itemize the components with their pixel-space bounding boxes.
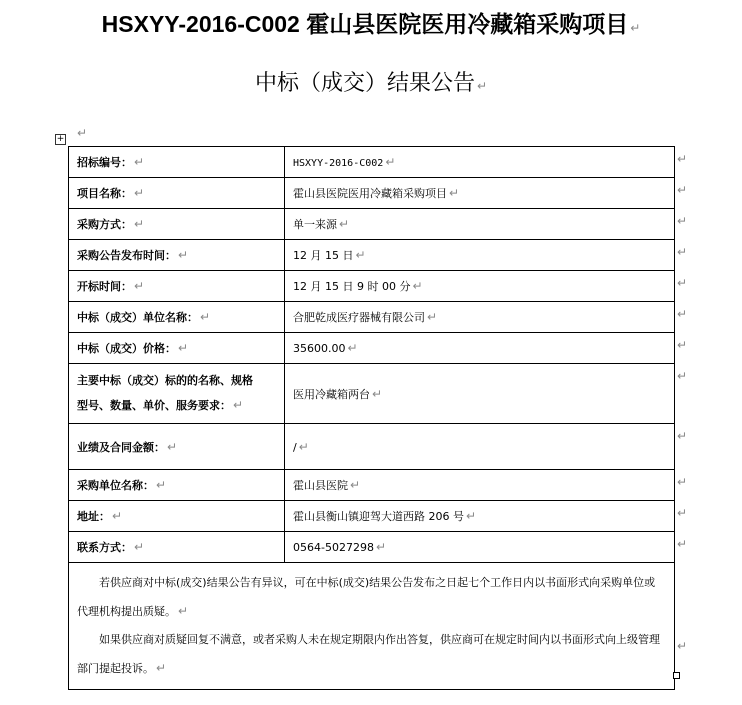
- table-row: [69, 209, 675, 240]
- row-end-mark: ↵: [677, 245, 688, 259]
- label-cell: 招标编号： ↵: [69, 147, 285, 178]
- value-cell: 12 月 15 日 ↵: [285, 240, 675, 271]
- row-end-mark: ↵: [677, 307, 688, 321]
- label-cell: 项目名称： ↵: [69, 178, 285, 209]
- paragraph-mark: ↵: [77, 126, 88, 140]
- row-end-mark: ↵: [677, 537, 688, 551]
- label-cell: 采购公告发布时间： ↵: [69, 240, 285, 271]
- table-row: [69, 364, 675, 424]
- value-cell: / ↵: [285, 424, 675, 470]
- paragraph-mark: ↵: [476, 79, 488, 93]
- table-row: [69, 501, 675, 532]
- row-end-mark: ↵: [677, 429, 688, 443]
- table-row: [69, 563, 675, 690]
- notice-paragraph: 若供应商对中标(成交)结果公告有异议，可在中标(成交)结果公告发布之日起七个工作日内以书面形式向采购单位或代理机构提出质疑。 ↵: [77, 576, 656, 618]
- result-table: [68, 146, 675, 690]
- row-end-mark: ↵: [677, 475, 688, 489]
- value-cell: HSXYY-2016-C002 ↵: [285, 147, 675, 178]
- label-cell: 开标时间： ↵: [69, 271, 285, 302]
- row-end-mark: ↵: [677, 214, 688, 228]
- row-end-mark: ↵: [677, 639, 688, 653]
- value-cell: 合肥乾成医疗器械有限公司 ↵: [285, 302, 675, 333]
- value-cell: 12 月 15 日 9 时 00 分 ↵: [285, 271, 675, 302]
- row-end-mark: ↵: [677, 506, 688, 520]
- label-cell: 地址： ↵: [69, 501, 285, 532]
- notice-cell: [69, 563, 675, 690]
- table-row: [69, 240, 675, 271]
- row-end-mark: ↵: [677, 183, 688, 197]
- table-row: [69, 147, 675, 178]
- table-move-handle-icon[interactable]: +: [56, 134, 65, 144]
- table-resize-handle-icon[interactable]: [673, 672, 680, 679]
- label-cell: 采购单位名称： ↵: [69, 470, 285, 501]
- row-end-mark: ↵: [677, 369, 688, 383]
- value-cell: 35600.00 ↵: [285, 333, 675, 364]
- label-cell: 中标（成交）单位名称： ↵: [69, 302, 285, 333]
- label-cell: 中标（成交）价格： ↵: [69, 333, 285, 364]
- value-cell: 霍山县衡山镇迎驾大道西路 206 号 ↵: [285, 501, 675, 532]
- table-row: [69, 333, 675, 364]
- row-end-mark: ↵: [677, 276, 688, 290]
- table-row: [69, 470, 675, 501]
- value-cell: 霍山县医院医用冷藏箱采购项目 ↵: [285, 178, 675, 209]
- paragraph-mark: ↵: [630, 21, 641, 35]
- label-cell: 联系方式： ↵: [69, 532, 285, 563]
- value-cell: 医用冷藏箱两台 ↵: [285, 364, 675, 424]
- value-cell: 0564-5027298 ↵: [285, 532, 675, 563]
- label-cell: 采购方式： ↵: [69, 209, 285, 240]
- table-row: [69, 424, 675, 470]
- row-end-mark: ↵: [677, 338, 688, 352]
- page-subtitle: 中标（成交）结果公告 ↵: [254, 71, 488, 96]
- table-row: [69, 178, 675, 209]
- label-cell: 业绩及合同金额： ↵: [69, 424, 285, 470]
- label-cell: 主要中标（成交）标的的名称、规格 型号、数量、单价、服务要求： ↵: [69, 364, 285, 424]
- page-title: HSXYY-2016-C002 霍山县医院医用冷藏箱采购项目 ↵: [101, 11, 641, 37]
- value-cell: 单一来源 ↵: [285, 209, 675, 240]
- value-cell: 霍山县医院 ↵: [285, 470, 675, 501]
- table-row: [69, 532, 675, 563]
- row-end-mark: ↵: [677, 152, 688, 166]
- notice-paragraph: 如果供应商对质疑回复不满意，或者采购人未在规定期限内作出答复，供应商可在规定时间内以书面形式向上级管理部门提起投诉。 ↵: [77, 633, 660, 675]
- table-row: [69, 302, 675, 333]
- table-row: [69, 271, 675, 302]
